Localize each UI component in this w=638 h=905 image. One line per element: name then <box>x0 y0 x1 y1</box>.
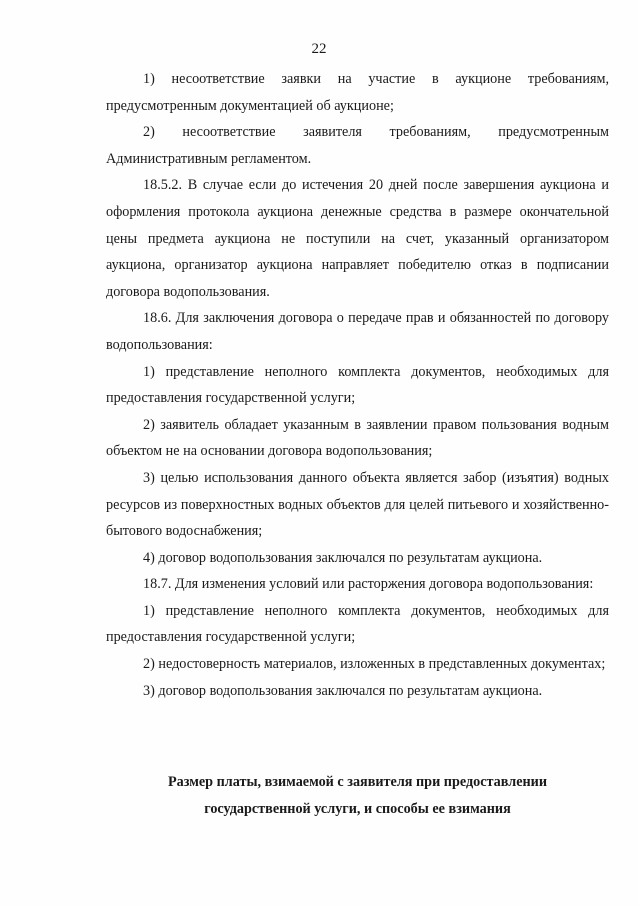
paragraph-18-6-item-3: 3) целью использования данного объекта является забор (изъятия) водных ресурсов из поверхностных водных объектов для целей питьевого и хозяйственно-бытового водоснабжения; <box>106 469 609 540</box>
paragraph-item-1: 1) несоответствие заявки на участие в аукционе требованиям, предусмотренным документацией об аукционе; <box>106 71 609 114</box>
paragraph-18-7: 18.7. Для изменения условий или расторжения договора водопользования: <box>143 576 594 593</box>
paragraph-18-7-item-2: 2) недостоверность материалов, изложенных в представленных документах; <box>143 656 606 673</box>
paragraph-18-7-item-3: 3) договор водопользования заключался по результатам аукциона. <box>143 682 543 699</box>
paragraph-18-6-item-2: 2) заявитель обладает указанным в заявлении правом пользования водным объектом не на основании договора водопользования; <box>106 416 609 460</box>
page-number: 22 <box>311 41 327 57</box>
section-heading <box>106 769 609 823</box>
paragraph-18-5-2: 18.5.2. В случае если до истечения 20 дней после завершения аукциона и оформления протокола аукциона денежные средства в размере окончательной цены предмета аукциона не поступили на счет, указанный организатором аукциона, организатор аукциона направляет победителю отказ в подписании договора водопользования. <box>106 177 609 300</box>
paragraph-item-2: 2) несоответствие заявителя требованиям, предусмотренным Административным регламентом. <box>106 124 609 167</box>
paragraph-18-6-item-1: 1) представление неполного комплекта документов, необходимых для предоставления государственной услуги; <box>106 363 609 407</box>
section-heading-line-1: Размер платы, взимаемой с заявителя при предоставлении <box>167 774 548 790</box>
section-heading-line-2: государственной услуги, и способы ее взимания <box>204 801 511 817</box>
paragraph-18-6-item-4: 4) договор водопользования заключался по результатам аукциона. <box>143 549 543 566</box>
paragraph-18-7-item-1: 1) представление неполного комплекта документов, необходимых для предоставления государственной услуги; <box>106 602 609 646</box>
document-body <box>106 66 609 704</box>
paragraph-18-6: 18.6. Для заключения договора о передаче прав и обязанностей по договору водопользования: <box>106 310 609 353</box>
